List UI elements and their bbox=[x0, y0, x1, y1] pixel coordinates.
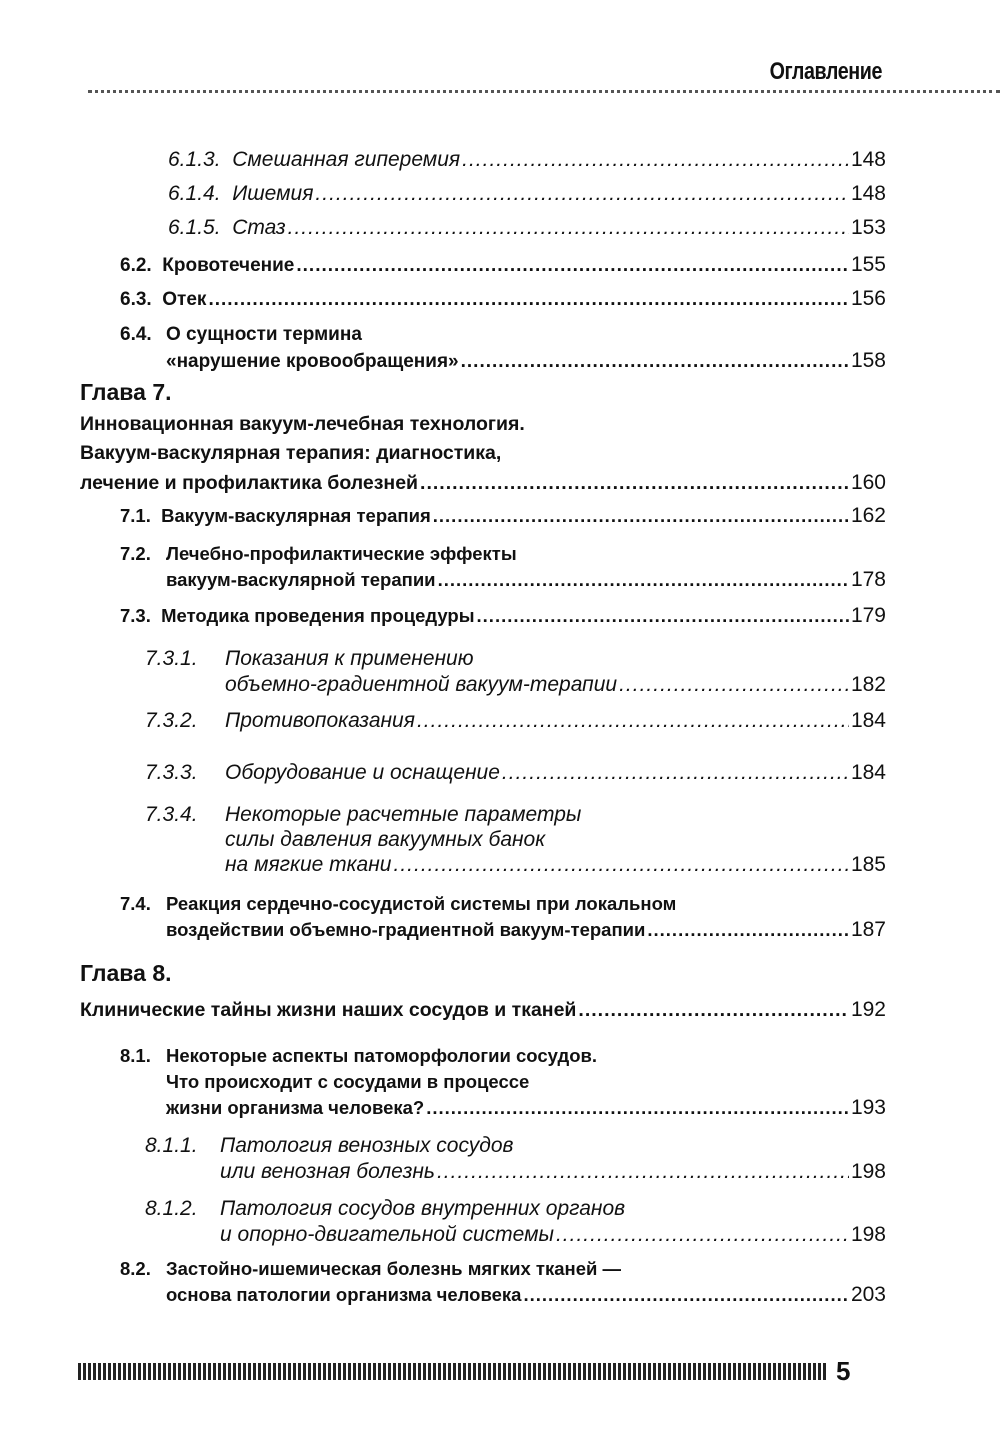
entry-number: 7.3.1. bbox=[145, 647, 198, 670]
entry-title: Противопоказания bbox=[225, 709, 415, 732]
toc-chapter-8[interactable] bbox=[80, 997, 886, 1023]
entry-title: Смешанная гиперемия bbox=[232, 148, 461, 171]
entry-number: 6.1.4. bbox=[168, 182, 221, 205]
toc-entry-7-1[interactable] bbox=[120, 503, 886, 529]
entry-title: Вакуум-васкулярная терапия bbox=[161, 505, 431, 526]
toc-entry-6-4[interactable] bbox=[120, 322, 886, 375]
toc-entry-6-2[interactable] bbox=[120, 252, 886, 279]
entry-number: 8.1. bbox=[120, 1045, 151, 1066]
toc-entry-8-1[interactable] bbox=[120, 1043, 886, 1121]
entry-title-line: вакуум-васкулярной терапии bbox=[166, 569, 436, 590]
entry-title-line: Некоторые расчетные параметры bbox=[225, 803, 582, 826]
entry-number: 7.1. bbox=[120, 505, 151, 526]
entry-title-line: Некоторые аспекты патоморфологии сосудов. bbox=[166, 1045, 598, 1066]
entry-number: 8.1.2. bbox=[145, 1197, 198, 1220]
toc-entry-7-2[interactable] bbox=[120, 541, 886, 593]
toc-entry-6-3[interactable] bbox=[120, 286, 886, 313]
entry-page: 182 bbox=[850, 673, 886, 696]
entry-number: 6.3. bbox=[120, 289, 152, 310]
entry-page: 156 bbox=[850, 287, 886, 310]
entry-title-line: Реакция сердечно-сосудистой системы при локальном bbox=[166, 893, 677, 914]
chapter-7-heading: Глава 7. bbox=[80, 379, 172, 405]
entry-title: Оборудование и оснащение bbox=[225, 761, 500, 784]
entry-number: 7.3. bbox=[120, 605, 151, 626]
toc-entry-6-1-4[interactable] bbox=[168, 181, 886, 207]
entry-number: 6.4. bbox=[120, 324, 152, 345]
entry-title-line: Патология сосудов внутренних органов bbox=[220, 1197, 626, 1220]
entry-number: 8.2. bbox=[120, 1258, 151, 1279]
entry-title-line: О сущности термина bbox=[166, 324, 362, 345]
entry-page: 178 bbox=[850, 568, 886, 591]
entry-title-line: Лечебно-профилактические эффекты bbox=[166, 543, 517, 564]
entry-title-line: Патология венозных сосудов bbox=[220, 1134, 514, 1157]
toc-entry-7-3[interactable] bbox=[120, 603, 886, 629]
entry-page: 148 bbox=[850, 148, 886, 171]
entry-title-line: Показания к применению bbox=[225, 647, 474, 670]
entry-title-line: воздействии объемно-градиентной вакуум-терапии bbox=[166, 919, 646, 940]
entry-title-line: основа патологии организма человека bbox=[166, 1284, 522, 1305]
entry-title: Методика проведения процедуры bbox=[161, 605, 475, 626]
entry-page: 198 bbox=[850, 1223, 886, 1246]
entry-title: Отек bbox=[162, 289, 207, 310]
entry-page: 155 bbox=[850, 253, 886, 276]
toc-entry-8-1-2[interactable] bbox=[145, 1196, 886, 1248]
toc-entry-6-1-3[interactable] bbox=[168, 147, 886, 173]
page-number: 5 bbox=[836, 1356, 851, 1386]
entry-title: Ишемия bbox=[232, 182, 314, 205]
entry-number: 7.3.2. bbox=[145, 709, 198, 732]
entry-number: 7.3.3. bbox=[145, 761, 198, 784]
entry-page: 203 bbox=[850, 1283, 886, 1306]
entry-title-line: Что происходит с сосудами в процессе bbox=[166, 1071, 530, 1092]
entry-number: 7.3.4. bbox=[145, 803, 198, 826]
entry-page: 184 bbox=[850, 761, 886, 784]
toc-entry-6-1-5[interactable] bbox=[168, 215, 886, 241]
entry-title-line: силы давления вакуумных банок bbox=[225, 828, 546, 851]
entry-page: 184 bbox=[850, 709, 886, 732]
toc-entry-7-3-2[interactable] bbox=[145, 708, 886, 734]
entry-number: 7.4. bbox=[120, 893, 151, 914]
entry-number: 6.2. bbox=[120, 255, 152, 276]
chapter-title-line: Инновационная вакуум-лечебная технология. bbox=[80, 413, 525, 435]
entry-title-line: и опорно-двигательной системы bbox=[220, 1223, 554, 1246]
toc-entry-8-1-1[interactable] bbox=[145, 1133, 886, 1185]
footer-decorative-bar bbox=[78, 1363, 828, 1380]
entry-title-line: объемно-градиентной вакуум-терапии bbox=[225, 673, 618, 696]
chapter-title-line: лечение и профилактика болезней bbox=[80, 472, 419, 494]
chapter-8-heading: Глава 8. bbox=[80, 960, 172, 986]
entry-title: Стаз bbox=[232, 216, 286, 239]
toc-entry-7-3-1[interactable] bbox=[145, 646, 886, 698]
entry-number: 6.1.5. bbox=[168, 216, 221, 239]
entry-page: 153 bbox=[850, 216, 886, 239]
entry-page: 160 bbox=[850, 471, 886, 494]
entry-page: 185 bbox=[850, 853, 886, 876]
entry-title-line: на мягкие ткани bbox=[225, 853, 392, 876]
entry-number: 8.1.1. bbox=[145, 1134, 198, 1157]
entry-title: Кровотечение bbox=[162, 255, 295, 276]
entry-title-line: или венозная болезнь bbox=[220, 1160, 435, 1183]
toc-chapter-7[interactable] bbox=[80, 410, 886, 498]
chapter-title-line: Клинические тайны жизни наших сосудов и тканей bbox=[80, 999, 577, 1021]
entry-number: 6.1.3. bbox=[168, 148, 221, 171]
header-dotted-rule bbox=[88, 90, 1000, 93]
entry-page: 187 bbox=[850, 918, 886, 941]
entry-title-line: «нарушение кровообращения» bbox=[166, 351, 459, 372]
entry-page: 162 bbox=[850, 504, 886, 527]
entry-page: 148 bbox=[850, 182, 886, 205]
toc-entry-8-2[interactable] bbox=[120, 1256, 886, 1308]
toc-entry-7-4[interactable] bbox=[120, 891, 886, 943]
entry-page: 193 bbox=[850, 1096, 886, 1119]
entry-title-line: Застойно-ишемическая болезнь мягких тканей — bbox=[166, 1258, 622, 1279]
running-header: Оглавление bbox=[769, 58, 882, 85]
entry-page: 158 bbox=[850, 349, 886, 372]
entry-page: 198 bbox=[850, 1160, 886, 1183]
entry-page: 192 bbox=[850, 998, 886, 1021]
toc-entry-7-3-4[interactable] bbox=[145, 802, 886, 877]
chapter-title-line: Вакуум-васкулярная терапия: диагностика, bbox=[80, 442, 502, 464]
entry-page: 179 bbox=[850, 604, 886, 627]
entry-number: 7.2. bbox=[120, 543, 151, 564]
entry-title-line: жизни организма человека? bbox=[166, 1097, 425, 1118]
toc-entry-7-3-3[interactable] bbox=[145, 760, 886, 786]
